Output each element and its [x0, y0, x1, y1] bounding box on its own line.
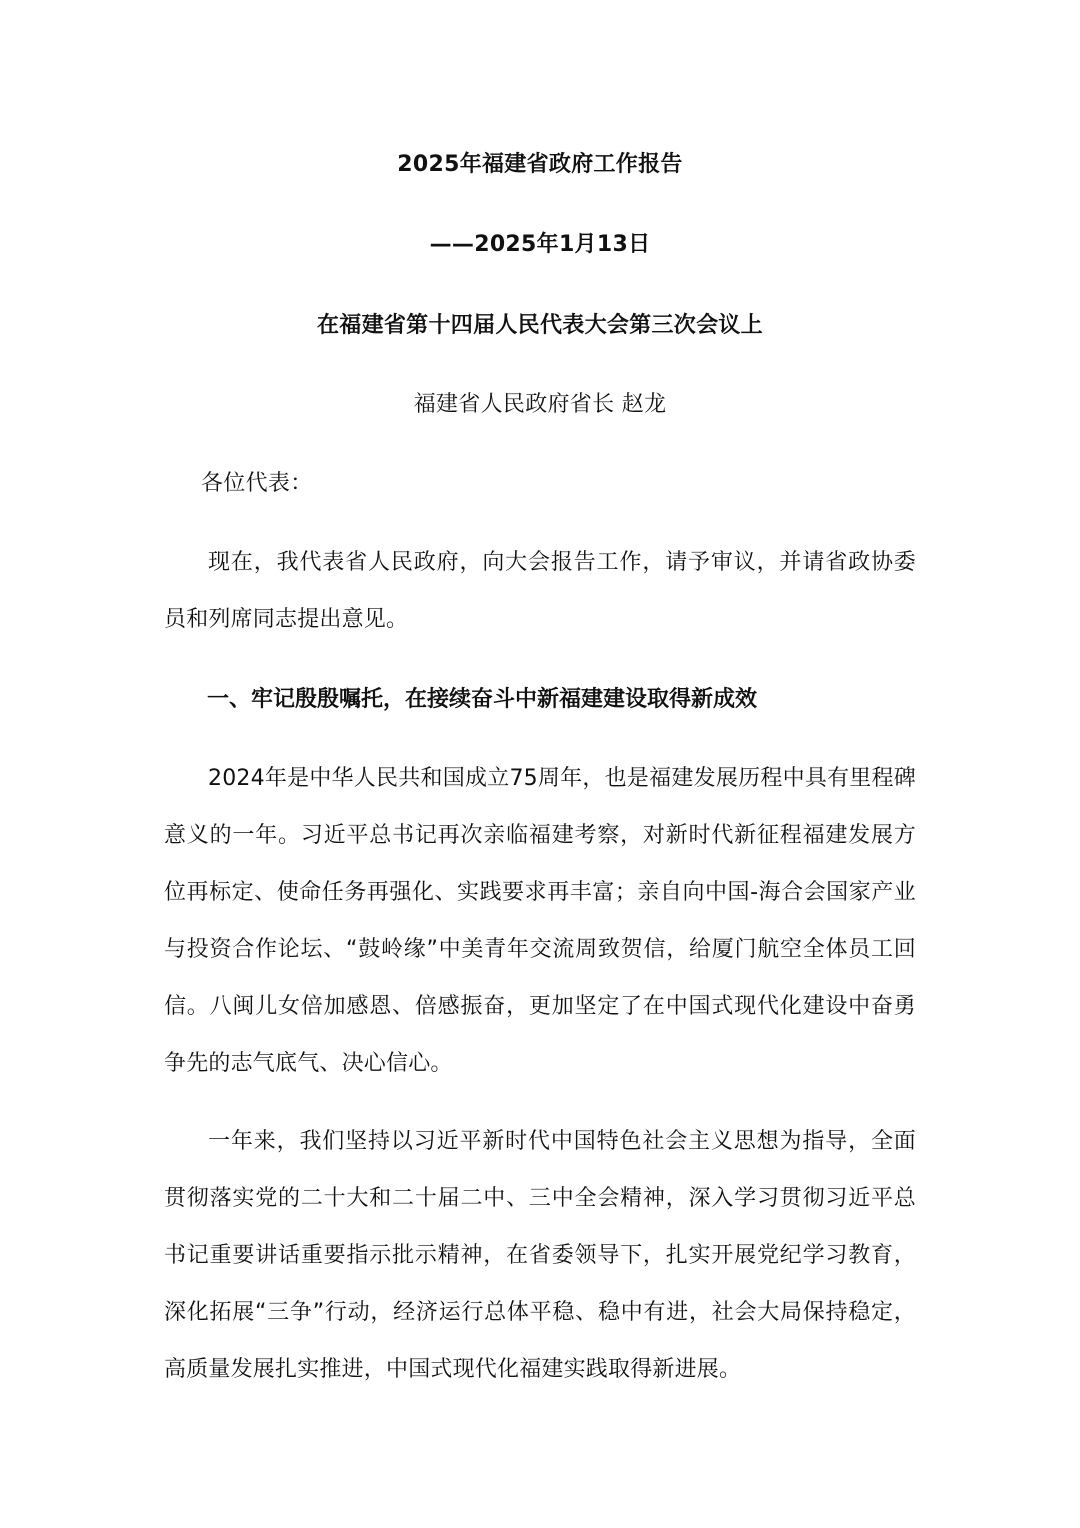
salutation: 各位代表：	[201, 471, 313, 496]
intro-paragraph: 现在，我代表省人民政府，向大会报告工作，请予审议，并请省政协委员和列席同志提出意见。	[164, 550, 916, 632]
section-heading: 一、牢记殷殷嘱托，在接续奋斗中新福建建设取得新成效	[207, 687, 758, 712]
body-paragraph-1: 2024年是中华人民共和国成立75周年，也是福建发展历程中具有里程碑意义的一年。习近平总书记再次亲临福建考察，对新时代新征程福建发展方位再标定、使命任务再强化、实践要求再丰富；亲自向中国-海合会国家产业与投资合作论坛、“鼓岭缘”中美青年交流周致贺信，给厦门航空全体员工回信。八闽儿女倍加感恩、倍感振奋，更加坚定了在中国式现代化建设中奋勇争先的志气底气、决心信心。	[164, 766, 916, 1076]
body-paragraph-2: 一年来，我们坚持以习近平新时代中国特色社会主义思想为指导，全面贯彻落实党的二十大和二十届二中、三中全会精神，深入学习贯彻习近平总书记重要讲话重要指示批示精神，在省委领导下，扎实开展党纪学习教育，深化拓展“三争”行动，经济运行总体平稳、稳中有进，社会大局保持稳定，高质量发展扎实推进，中国式现代化福建实践取得新进展。	[164, 1129, 916, 1382]
document-date: ——2025年1月13日	[429, 232, 651, 257]
document-author: 福建省人民政府省长 赵龙	[413, 392, 667, 417]
document-occasion: 在福建省第十四届人民代表大会第三次会议上	[316, 313, 763, 338]
document-title: 2025年福建省政府工作报告	[397, 152, 683, 177]
